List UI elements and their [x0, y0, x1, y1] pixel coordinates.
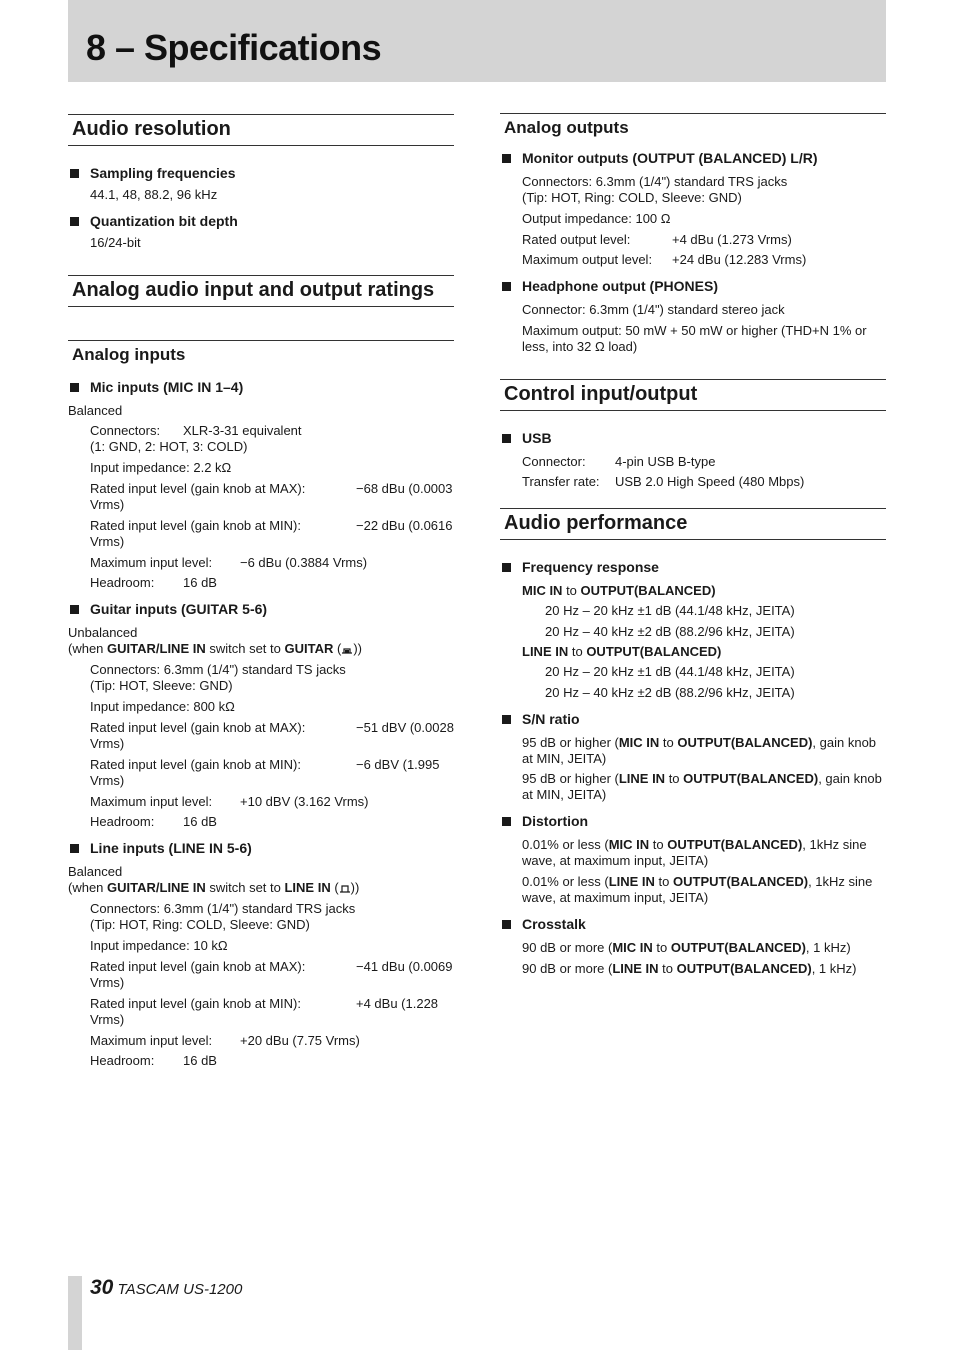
bullet-square-icon: [70, 383, 79, 392]
audio-resolution-heading: Audio resolution: [68, 114, 454, 146]
line-rated-min-unit: Vrms): [90, 1012, 125, 1027]
line-headroom: Headroom: 16 dB: [90, 1053, 217, 1068]
headphone-output-label: Headphone output (PHONES): [500, 278, 886, 294]
usb-connector: Connector: 4-pin USB B-type: [522, 454, 716, 469]
sampling-frequencies-label: Sampling frequencies: [68, 165, 454, 181]
bullet-square-icon: [502, 920, 511, 929]
monitor-connectors-note: (Tip: HOT, Ring: COLD, Sleeve: GND): [522, 190, 742, 205]
distortion-mic: 0.01% or less (MIC IN to OUTPUT(BALANCED), 1kHz sine wave, at maximum input, JEITA): [522, 837, 867, 868]
guitar-rated-max-unit: Vrms): [90, 736, 125, 751]
control-io-heading: Control input/output: [500, 379, 886, 411]
line-rated-min: Rated input level (gain knob at MIN): +4 dBu (1.228: [90, 996, 439, 1011]
crosstalk-label: Crosstalk: [500, 916, 886, 932]
guitar-connectors: Connectors: 6.3mm (1/4") standard TS jacks: [90, 662, 346, 677]
crosstalk-mic: 90 dB or more (MIC IN to OUTPUT(BALANCED), 1 kHz): [522, 940, 851, 955]
sn-mic: 95 dB or higher (MIC IN to OUTPUT(BALANCED), gain knob at MIN, JEITA): [522, 735, 877, 766]
bullet-square-icon: [70, 844, 79, 853]
page-footer: [90, 1276, 242, 1300]
freq-mic-2: 20 Hz – 40 kHz ±2 dB (88.2/96 kHz, JEITA): [545, 624, 795, 639]
footer-model: US-1200: [183, 1281, 243, 1298]
mic-headroom: Headroom: 16 dB: [90, 575, 217, 590]
bullet-square-icon: [70, 217, 79, 226]
page-title: 8 – Specifications: [86, 27, 382, 68]
distortion-label: Distortion: [500, 813, 886, 829]
guitar-impedance: Input impedance: 800 kΩ: [90, 699, 235, 714]
bullet-square-icon: [502, 715, 511, 724]
monitor-connectors: Connectors: 6.3mm (1/4") standard TRS jacks: [522, 174, 788, 189]
mic-connectors-note: (1: GND, 2: HOT, 3: COLD): [90, 439, 248, 454]
mic-inputs-label: Mic inputs (MIC IN 1–4): [68, 379, 454, 395]
guitar-headroom: Headroom: 16 dB: [90, 814, 217, 829]
analog-outputs-heading: Analog outputs: [500, 113, 886, 138]
audio-performance-heading: Audio performance: [500, 508, 886, 540]
title-banner: [68, 0, 886, 82]
mic-rated-max-unit: Vrms): [90, 497, 125, 512]
headphone-max-output: Maximum output: 50 mW + 50 mW or higher (THD+N 1% or less, into 32 Ω load): [522, 323, 867, 354]
mic-rated-max: Rated input level (gain knob at MAX): −68 dBu (0.0003: [90, 481, 453, 496]
guitar-rated-max: Rated input level (gain knob at MAX): −51 dBV (0.0028: [90, 720, 454, 735]
bullet-square-icon: [502, 434, 511, 443]
guitar-inputs-label: Guitar inputs (GUITAR 5-6): [68, 601, 454, 617]
guitar-switch-note: (when GUITAR/LINE IN switch set to GUITAR ( )): [68, 641, 362, 656]
monitor-rated-output: Rated output level: +4 dBu (1.273 Vrms): [522, 232, 792, 247]
freq-mic-route: MIC IN to OUTPUT(BALANCED): [522, 583, 716, 598]
bit-depth-label: Quantization bit depth: [68, 213, 454, 229]
monitor-outputs-label: Monitor outputs (OUTPUT (BALANCED) L/R): [500, 150, 886, 166]
bit-depth-value: 16/24-bit: [90, 235, 141, 250]
line-impedance: Input impedance: 10 kΩ: [90, 938, 228, 953]
bullet-square-icon: [70, 605, 79, 614]
mic-connectors: Connectors: XLR-3-31 equivalent: [90, 423, 302, 438]
sampling-frequencies-value: 44.1, 48, 88.2, 96 kHz: [90, 187, 218, 202]
mic-max-input: Maximum input level: −6 dBu (0.3884 Vrms): [90, 555, 368, 570]
guitar-max-input: Maximum input level: +10 dBV (3.162 Vrms): [90, 794, 369, 809]
guitar-connectors-note: (Tip: HOT, Sleeve: GND): [90, 678, 233, 693]
switch-down-icon: [341, 645, 353, 654]
freq-line-1: 20 Hz – 20 kHz ±1 dB (44.1/48 kHz, JEITA): [545, 664, 795, 679]
frequency-response-label: Frequency response: [500, 559, 886, 575]
switch-up-icon: [339, 884, 351, 893]
sn-ratio-label: S/N ratio: [500, 711, 886, 727]
line-rated-max-unit: Vrms): [90, 975, 125, 990]
sn-line: 95 dB or higher (LINE IN to OUTPUT(BALANCED), gain knob at MIN, JEITA): [522, 771, 882, 802]
bullet-square-icon: [502, 817, 511, 826]
freq-line-route: LINE IN to OUTPUT(BALANCED): [522, 644, 722, 659]
line-connectors-note: (Tip: HOT, Ring: COLD, Sleeve: GND): [90, 917, 310, 932]
bullet-square-icon: [70, 169, 79, 178]
left-column: [68, 114, 454, 1069]
line-inputs-label: Line inputs (LINE IN 5-6): [68, 840, 454, 856]
line-type: Balanced: [68, 864, 123, 879]
guitar-type: Unbalanced: [68, 625, 138, 640]
mic-type: Balanced: [68, 403, 123, 418]
freq-line-2: 20 Hz – 40 kHz ±2 dB (88.2/96 kHz, JEITA): [545, 685, 795, 700]
line-switch-note: (when GUITAR/LINE IN switch set to LINE IN ( )): [68, 880, 360, 895]
bullet-square-icon: [502, 154, 511, 163]
guitar-rated-min: Rated input level (gain knob at MIN): −6 dBV (1.995: [90, 757, 440, 772]
freq-mic-1: 20 Hz – 20 kHz ±1 dB (44.1/48 kHz, JEITA): [545, 603, 795, 618]
distortion-line: 0.01% or less (LINE IN to OUTPUT(BALANCED), 1kHz sine wave, at maximum input, JEITA): [522, 874, 873, 905]
analog-inputs-heading: Analog inputs: [68, 340, 454, 365]
line-rated-max: Rated input level (gain knob at MAX): −41 dBu (0.0069: [90, 959, 453, 974]
monitor-max-output: Maximum output level: +24 dBu (12.283 Vrms): [522, 252, 807, 267]
monitor-impedance: Output impedance: 100 Ω: [522, 211, 671, 226]
usb-transfer-rate: Transfer rate: USB 2.0 High Speed (480 Mbps): [522, 474, 805, 489]
footer-bar: [68, 1276, 82, 1350]
page-number: 30: [90, 1276, 114, 1299]
mic-rated-min-unit: Vrms): [90, 534, 125, 549]
ratings-heading: Analog audio input and output ratings: [68, 275, 454, 307]
line-connectors: Connectors: 6.3mm (1/4") standard TRS jacks: [90, 901, 356, 916]
guitar-rated-min-unit: Vrms): [90, 773, 125, 788]
crosstalk-line: 90 dB or more (LINE IN to OUTPUT(BALANCED), 1 kHz): [522, 961, 857, 976]
bullet-square-icon: [502, 282, 511, 291]
usb-label: USB: [500, 430, 886, 446]
headphone-connector: Connector: 6.3mm (1/4") standard stereo jack: [522, 302, 785, 317]
right-column: [500, 113, 886, 977]
bullet-square-icon: [502, 563, 511, 572]
mic-impedance: Input impedance: 2.2 kΩ: [90, 460, 232, 475]
mic-rated-min: Rated input level (gain knob at MIN): −22 dBu (0.0616: [90, 518, 453, 533]
line-max-input: Maximum input level: +20 dBu (7.75 Vrms): [90, 1033, 360, 1048]
footer-brand: TASCAM: [117, 1281, 179, 1298]
